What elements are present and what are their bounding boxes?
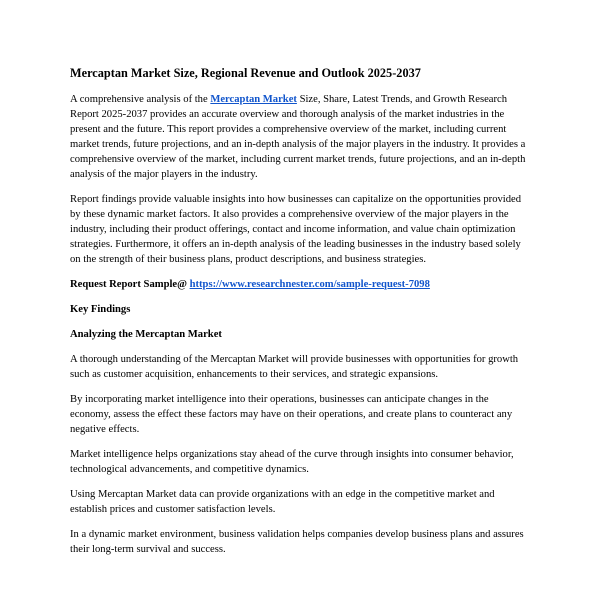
body-paragraph-validation: In a dynamic market environment, business validation helps companies develop business plans and assures their long-term survival and success. (70, 529, 524, 555)
body-paragraph-understanding: A thorough understanding of the Mercaptan Market will provide businesses with opportunities for growth such as customer acquisition, enhancements to their services, and strategic expansions. (70, 354, 519, 380)
intro-text-after-link: Size, Share, Latest Trends, and Growth Research Report 2025-2037 provides an accurate overview and thorough analysis of the market industries in the present and the future. This report provides a comprehensive overview of the market, including current market trends, future projections, and an in-depth analysis of the major players in the industry. It provides a comprehensive overview of the market, including current market trends, future projections, and an in-depth analysis of the major players in the industry. (70, 94, 526, 180)
intro-text-before-link: A comprehensive analysis of the (70, 94, 211, 105)
body-paragraph-incorporating: By incorporating market intelligence into their operations, businesses can anticipate changes in the economy, assess the effect these factors may have on their operations, and create plans to counteract any negative effects. (70, 394, 513, 435)
findings-paragraph: Report findings provide valuable insights into how businesses can capitalize on the opportunities provided by these dynamic market factors. It also provides a comprehensive overview of the major players in the industry, including their product offerings, contact and income information, and value chain optimization strategies. Furthermore, it offers an in-depth analysis of the leading businesses in the industry based solely on the strength of their business plans, product descriptions, and business strategies. (70, 194, 522, 265)
analyzing-market-heading: Analyzing the Mercaptan Market (70, 329, 222, 340)
request-sample-label: Request Report Sample@ (70, 279, 190, 290)
sample-request-link[interactable]: https://www.researchnester.com/sample-request-7098 (189, 279, 430, 290)
intro-paragraph (70, 92, 531, 182)
body-paragraph-intelligence: Market intelligence helps organizations stay ahead of the curve through insights into consumer behavior, technological advancements, and competitive dynamics. (70, 449, 514, 475)
document-title: Mercaptan Market Size, Regional Revenue and Outlook 2025-2037 (70, 66, 421, 80)
request-sample-line (70, 277, 531, 292)
key-findings-heading: Key Findings (70, 304, 131, 315)
body-paragraph-using-data: Using Mercaptan Market data can provide organizations with an edge in the competitive market and establish prices and customer satisfaction levels. (70, 489, 495, 515)
document-page (70, 66, 531, 567)
mercaptan-market-link[interactable]: Mercaptan Market (210, 94, 297, 105)
